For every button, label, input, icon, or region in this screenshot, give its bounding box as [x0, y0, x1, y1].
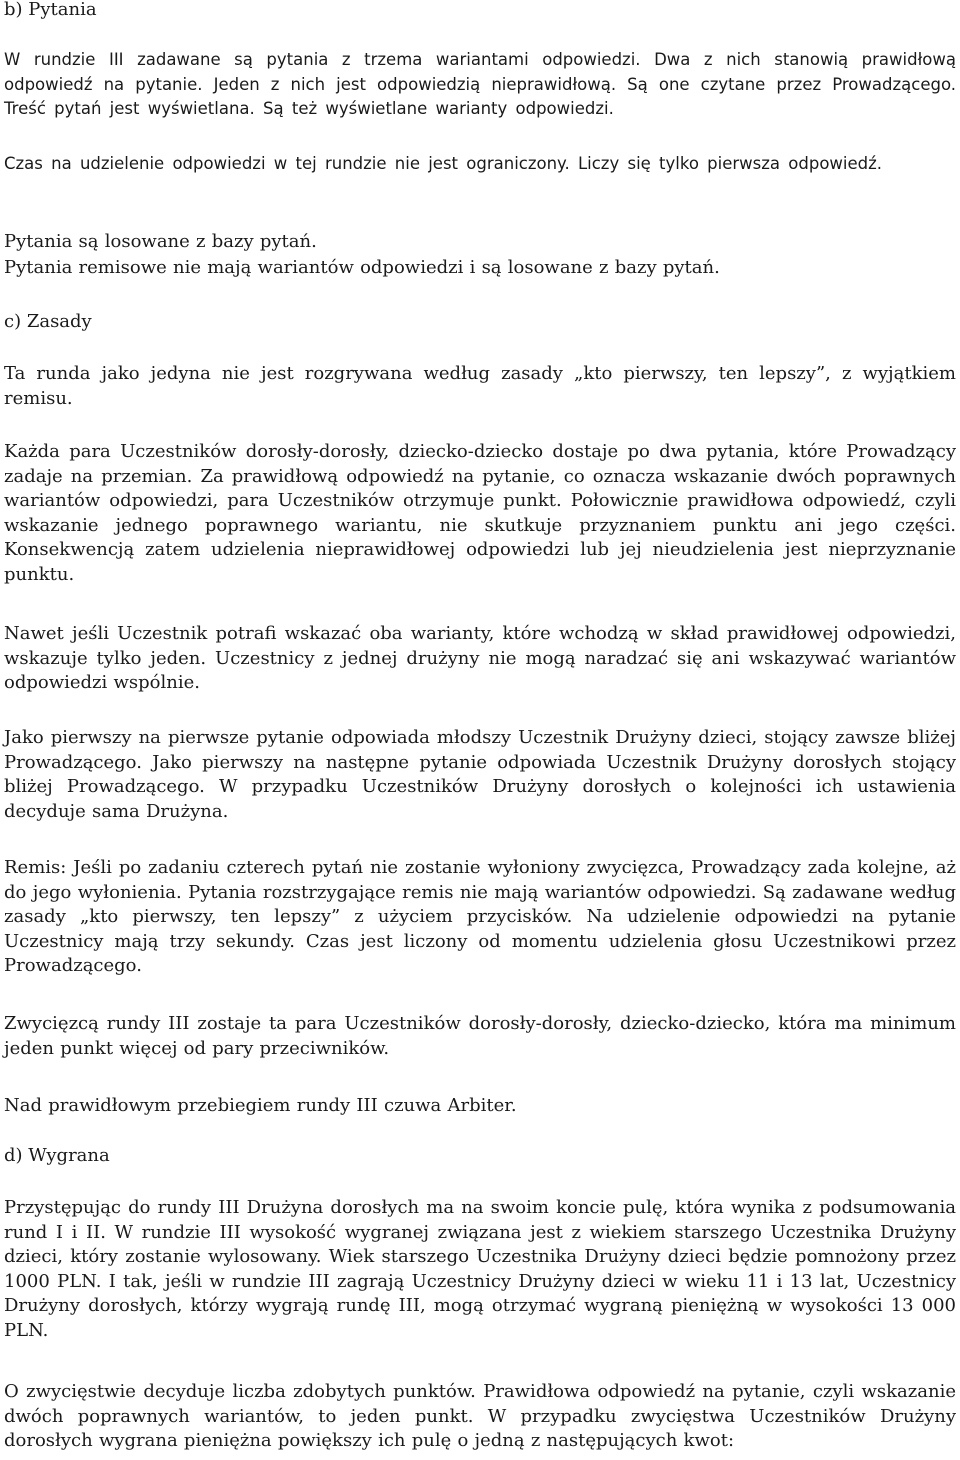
paragraph-zasady-4: Jako pierwszy na pierwsze pytanie odpowiada młodszy Uczestnik Drużyny dzieci, stojący zawsze bliżej Prowadzącego. Jako pierwszy na następne pytanie odpowiada Uczestnik Drużyny dorosłych stojący bliżej Prowadzącego. W przypadku Uczestników Drużyny dorosłych o kolejności ich ustawienia decyduje sama Drużyna.	[4, 727, 956, 822]
paragraph-pytania-2: Czas na udzielenie odpowiedzi w tej rundzie nie jest ograniczony. Liczy się tylko pierwsza odpowiedź.	[4, 154, 883, 173]
paragraph-wygrana-2: O zwycięstwie decyduje liczba zdobytych punktów. Prawidłowa odpowiedź na pytanie, czyli wskazanie dwóch poprawnych wariantów, to jeden punkt. W przypadku zwycięstwa Uczestników Drużyny dorosłych wygrana pieniężna powiększy ich pulę o jedną z następujących kwot:	[4, 1381, 956, 1452]
paragraph-zasady-arbiter: Nad prawidłowym przebiegiem rundy III czuwa Arbiter.	[4, 1095, 517, 1116]
paragraph-pytania-1: W rundzie III zadawane są pytania z trzema wariantami odpowiedzi. Dwa z nich stanowią prawidłową odpowiedź na pytanie. Jeden z nich jest odpowiedzią nieprawidłową. Są one czytane przez Prowadzącego. Treść pytań jest wyświetlana. Są też wyświetlane warianty odpowiedzi.	[4, 50, 956, 119]
paragraph-zasady-1: Ta runda jako jedyna nie jest rozgrywana według zasady „kto pierwszy, ten lepszy”, z wyjątkiem remisu.	[4, 363, 956, 409]
paragraph-zasady-3: Nawet jeśli Uczestnik potrafi wskazać oba warianty, które wchodzą w skład prawidłowej odpowiedzi, wskazuje tylko jeden. Uczestnicy z jednej drużyny nie mogą naradzać się ani wskazywać wariantów odpowiedzi wspólnie.	[4, 623, 956, 694]
paragraph-pytania-3: Pytania są losowane z bazy pytań.	[4, 231, 317, 252]
paragraph-wygrana-1: Przystępując do rundy III Drużyna dorosłych ma na swoim koncie pulę, która wynika z podsumowania rund I i II. W rundzie III wysokość wygranej związana jest z wiekiem starszego Uczestnika Drużyny dzieci, który zostanie wylosowany. Wiek starszego Uczestnika Drużyny dzieci będzie pomnożony przez 1000 PLN. I tak, jeśli w rundzie III zagrają Uczestnicy Drużyny dzieci w wieku 11 i 13 lat, Uczestnicy Drużyny dorosłych, którzy wygrają rundę III, mogą otrzymać wygraną pieniężną w wysokości 13 000 PLN.	[4, 1197, 956, 1341]
section-heading-pytania: b) Pytania	[4, 0, 97, 20]
section-heading-zasady: c) Zasady	[4, 311, 92, 332]
paragraph-pytania-4: Pytania remisowe nie mają wariantów odpowiedzi i są losowane z bazy pytań.	[4, 257, 720, 278]
paragraph-zasady-remis: Remis: Jeśli po zadaniu czterech pytań nie zostanie wyłoniony zwycięzca, Prowadzący zada kolejne, aż do jego wyłonienia. Pytania rozstrzygające remis nie mają wariantów odpowiedzi. Są zadawane według zasady „kto pierwszy, ten lepszy” z użyciem przycisków. Na udzielenie odpowiedzi na pytanie Uczestnicy mają trzy sekundy. Czas jest liczony od momentu udzielenia głosu Uczestnikowi przez Prowadzącego.	[4, 857, 956, 977]
section-heading-wygrana: d) Wygrana	[4, 1145, 110, 1166]
paragraph-zasady-zwyciezca: Zwycięzcą rundy III zostaje ta para Uczestników dorosły-dorosły, dziecko-dziecko, która ma minimum jeden punkt więcej od pary przeciwników.	[4, 1013, 956, 1059]
paragraph-zasady-2: Każda para Uczestników dorosły-dorosły, dziecko-dziecko dostaje po dwa pytania, które Prowadzący zadaje na przemian. Za prawidłową odpowiedź na pytanie, co oznacza wskazanie dwóch poprawnych wariantów odpowiedzi, para Uczestników otrzymuje punkt. Połowicznie prawidłowa odpowiedź, czyli wskazanie jednego poprawnego wariantu, nie skutkuje przyznaniem punktu ani jego części. Konsekwencją zatem udzielenia nieprawidłowej odpowiedzi lub jej nieudzielenia jest nieprzyznanie punktu.	[4, 441, 956, 585]
